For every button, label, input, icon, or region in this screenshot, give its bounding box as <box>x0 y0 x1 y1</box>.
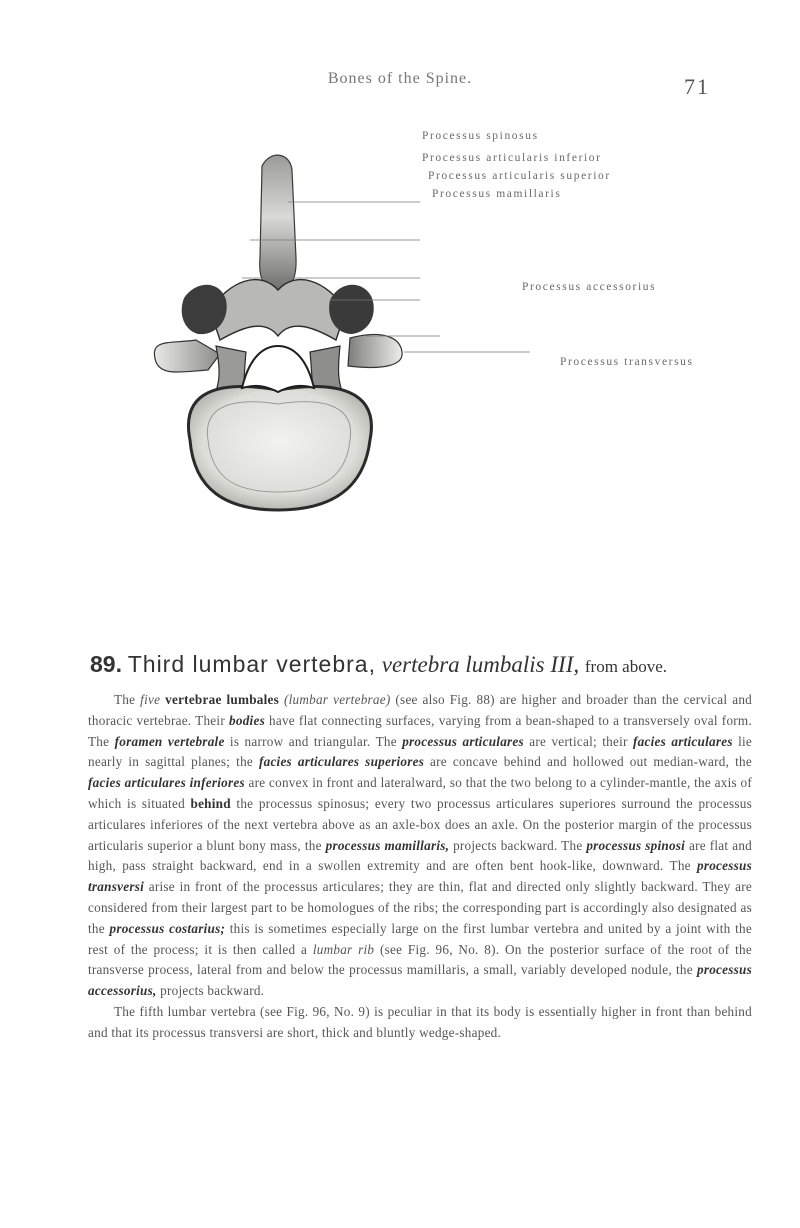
text-run: lie nearly in sagittal planes; the <box>88 733 753 770</box>
vertebra-illustration <box>150 140 710 640</box>
figure-view: from above. <box>584 657 668 676</box>
body-text <box>88 690 752 1044</box>
term-lumbar-vertebrae: (lumbar vertebrae) <box>283 692 391 707</box>
term-processus-accessorius: processus accessorius, <box>88 962 752 999</box>
text-run: are concave behind and hollowed out median-ward, the <box>424 754 752 770</box>
term-processus-spinosi: processus spinosi <box>586 837 686 853</box>
term-processus-articulares: processus articulares <box>402 733 524 749</box>
paragraph-2: The fifth lumbar vertebra (see Fig. 96, No. 9) is peculiar in that its body is essentially higher in front than behind and that its processus transversi are short, thick and bluntly wedge-shaped. <box>88 1003 752 1040</box>
label-processus-spinosus: Processus spinosus <box>422 130 539 142</box>
label-processus-transversus: Processus transversus <box>560 356 694 368</box>
term-foramen-vertebrale: foramen vertebrale <box>114 733 225 749</box>
text-run: have flat connecting surfaces, varying from a bean-shaped to a transversely oval form. The <box>88 712 752 749</box>
vertebra-figure <box>150 130 710 640</box>
figure-caption <box>90 651 750 678</box>
text-run: are vertical; their <box>523 733 634 749</box>
running-head: Bones of the Spine. <box>327 70 473 87</box>
text-run: is narrow and triangular. The <box>224 733 403 749</box>
text-run: arise in front of the processus articulares; they are thin, flat and directed only slightly backward. They are considered from their largest part to be homologues of the ribs; the corresponding part is accordingly also designated as the <box>88 879 752 936</box>
page-number: 71 <box>684 74 710 99</box>
text-run: this is sometimes especially large on the first lumbar vertebra and united by a joint with the rest of the process; it is then called a <box>88 920 753 957</box>
term-bodies: bodies <box>229 712 265 728</box>
term-facies-articulares: facies articulares <box>633 733 733 749</box>
term-facies-articulares-inferiores: facies articulares inferiores <box>88 775 245 791</box>
paragraph-1 <box>88 690 752 1002</box>
term-vertebrae-lumbales: vertebrae lumbales <box>165 692 280 707</box>
term-facies-articulares-superiores: facies articulares superiores <box>258 754 425 770</box>
text-run: (see Fig. 96, No. 8). On the posterior surface of the root of the transverse process, lateral from and below the processus mamillaris, a small, variably developed nodule, the <box>88 941 752 978</box>
text-run: are convex in front and lateralward, so that the two belong to a cylinder-mantle, the axis of which is situated <box>88 775 752 811</box>
figure-number: 89. <box>90 651 122 677</box>
text-run: projects backward. <box>156 983 265 999</box>
term-processus-costarius: processus costarius; <box>109 920 226 936</box>
text-run: are flat and high, pass straight backward, end in a swollen extremity and are often bent hook-like, downward. The <box>88 837 753 874</box>
label-processus-mamillaris: Processus mamillaris <box>432 188 562 200</box>
term-five: five <box>140 692 161 707</box>
label-processus-articularis-superior: Processus articularis superior <box>428 170 611 182</box>
term-behind: behind <box>190 795 231 811</box>
text-run: (see also Fig. 88) are higher and broader than the cervical and thoracic vertebrae. Their <box>88 692 753 728</box>
label-processus-accessorius: Processus accessorius <box>522 281 657 293</box>
term-processus-mamillaris: processus mamillaris, <box>325 837 450 853</box>
text-run: The <box>114 692 141 707</box>
figure-title: Third lumbar vertebra, <box>127 651 376 677</box>
term-processus-transversi: processus transversi <box>88 858 752 895</box>
label-processus-articularis-inferior: Processus articularis inferior <box>422 152 602 164</box>
figure-latin-name: vertebra lumbalis III, <box>381 652 580 677</box>
text-run: projects backward. The <box>449 837 587 853</box>
text-run: the processus spinosus; every two processus articulares superiores surround the processus articulares inferiores of the next vertebra above as an axle-box does an axle. On the posterior margin of the processus articularis superior a blunt bony mass, the <box>88 795 752 853</box>
term-lumbar-rib: lumbar rib <box>312 941 375 957</box>
